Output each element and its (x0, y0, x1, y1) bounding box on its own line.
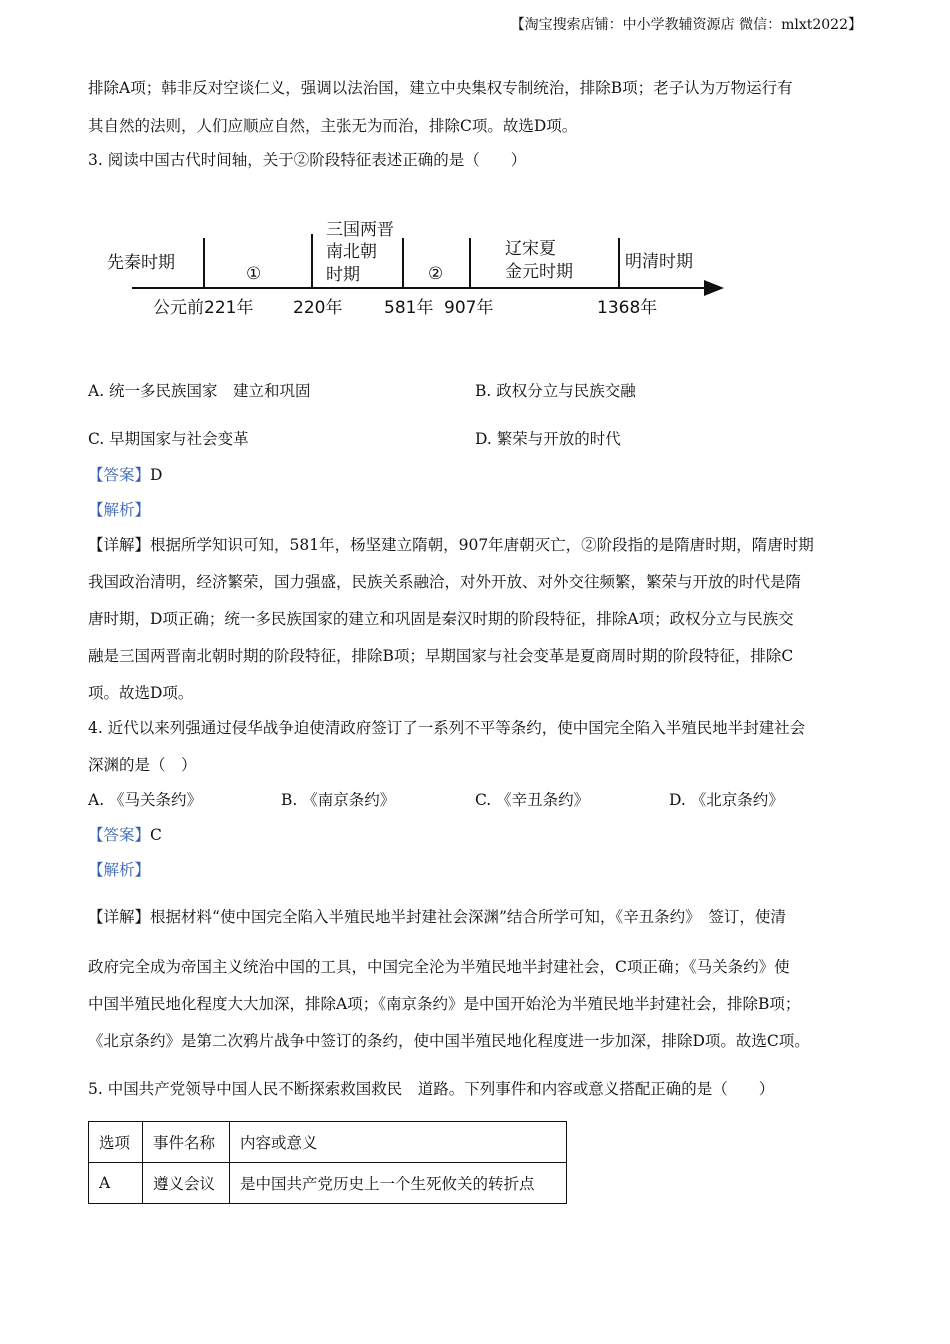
q4-option-c: C. 《辛丑条约》 (475, 791, 590, 809)
q3-detail-line-2: 我国政治清明，经济繁荣，国力强盛，民族关系融洽，对外开放、对外交往频繁，繁荣与开放的时代是隋 (88, 573, 802, 591)
q3-detail-line-4: 融是三国两晋南北朝时期的阶段特征，排除B项；早期国家与社会变革是夏商周时期的阶段特征，排除C (88, 647, 794, 665)
period-pre-qin: 先秦时期 (107, 253, 175, 273)
detail-tag: 【详解】 (88, 536, 151, 554)
table-cell: 遵义会议 (143, 1163, 230, 1204)
q3-detail-line-3: 唐时期，D项正确；统一多民族国家的建立和巩固是秦汉时期的阶段特征，排除A项；政权分立与民族交 (88, 610, 794, 628)
q3-option-b: B. 政权分立与民族交融 (475, 382, 636, 400)
q3-option-c: C. 早期国家与社会变革 (88, 430, 249, 448)
period-liao-song-line-1: 辽宋夏 (505, 239, 556, 259)
table-header-cell: 内容或意义 (230, 1122, 567, 1163)
q4-stem-line-1: 4. 近代以来列强通过侵华战争迫使清政府签订了一系列不平等条约，使中国完全陷入半殖民地半封建社会 (88, 719, 806, 737)
q4-detail-line-2: 政府完全成为帝国主义统治中国的工具，中国完全沦为半殖民地半封建社会，C项正确；《马关条约》使 (88, 958, 790, 976)
year-907: 907年 (444, 298, 494, 318)
period-stage-1: ① (246, 264, 262, 284)
q4-analysis-tag: 【解析】 (88, 861, 151, 879)
answer-value: C (150, 826, 162, 844)
q3-detail-line-5: 项。故选D项。 (88, 684, 194, 702)
detail-tag: 【详解】 (88, 908, 151, 926)
period-liao-song-line-2: 金元时期 (505, 262, 573, 282)
answer-value: D (150, 466, 163, 484)
q4-detail-line-3: 中国半殖民地化程度大大加深，排除A项；《南京条约》是中国开始沦为半殖民地半封建社会，排除B项； (88, 995, 801, 1013)
table-header-cell: 选项 (89, 1122, 143, 1163)
q4-detail-line-4: 《北京条约》是第二次鸦片战争中签订的条约，使中国半殖民地化程度进一步加深，排除D项。故选C项。 (88, 1032, 810, 1050)
period-stage-2: ② (428, 264, 444, 284)
period-three-kingdoms-line-1: 三国两晋 (326, 220, 394, 240)
table-cell: A (89, 1163, 143, 1204)
q4-option-b: B. 《南京条约》 (281, 791, 396, 809)
detail-text: 根据材料“使中国完全陷入半殖民地半封建社会深渊”结合所学可知，《辛丑条约》 签订，使清 (150, 908, 786, 926)
table-cell: 是中国共产党历史上一个生死攸关的转折点 (230, 1163, 567, 1204)
q3-detail-line-1 (88, 533, 814, 555)
answer-tag: 【答案】 (88, 826, 151, 844)
page-header: 【淘宝搜索店铺：中小学教辅资源店 微信：mlxt2022】 (510, 17, 862, 33)
detail-text: 根据所学知识可知，581年，杨坚建立隋朝，907年唐朝灭亡，②阶段指的是隋唐时期，隋唐时期 (150, 536, 814, 554)
q5-table (88, 1121, 567, 1204)
q4-option-a: A. 《马关条约》 (88, 791, 203, 809)
timeline-diagram (100, 212, 740, 332)
year-220: 220年 (293, 298, 343, 318)
period-three-kingdoms-line-3: 时期 (326, 265, 360, 285)
q5-stem: 5. 中国共产党领导中国人民不断探索救国救民 道路。下列事件和内容或意义搭配正确的是（ ） (88, 1080, 775, 1098)
year-221bc: 公元前221年 (153, 298, 254, 318)
q3-analysis-tag: 【解析】 (88, 501, 151, 519)
table-header-row (89, 1122, 567, 1163)
q4-option-d: D. 《北京条约》 (669, 791, 784, 809)
period-three-kingdoms-line-2: 南北朝 (326, 242, 377, 262)
year-581: 581年 (384, 298, 434, 318)
table-row (89, 1163, 567, 1204)
q4-stem-line-2: 深渊的是（ ） (88, 756, 197, 774)
year-1368: 1368年 (597, 298, 658, 318)
q4-answer (88, 823, 162, 845)
q3-option-a: A. 统一多民族国家 建立和巩固 (88, 382, 311, 400)
table-header-cell: 事件名称 (143, 1122, 230, 1163)
q4-detail-line-1 (88, 905, 786, 927)
period-ming-qing: 明清时期 (625, 252, 693, 272)
q3-stem: 3. 阅读中国古代时间轴，关于②阶段特征表述正确的是（ ） (88, 151, 527, 169)
answer-tag: 【答案】 (88, 466, 151, 484)
prev-answer-line-2: 其自然的法则，人们应顺应自然，主张无为而治，排除C项。故选D项。 (88, 117, 578, 135)
prev-answer-line-1: 排除A项；韩非反对空谈仁义，强调以法治国，建立中央集权专制统治，排除B项；老子认为万物运行有 (88, 79, 793, 97)
q3-option-d: D. 繁荣与开放的时代 (475, 430, 621, 448)
q3-answer (88, 463, 162, 485)
